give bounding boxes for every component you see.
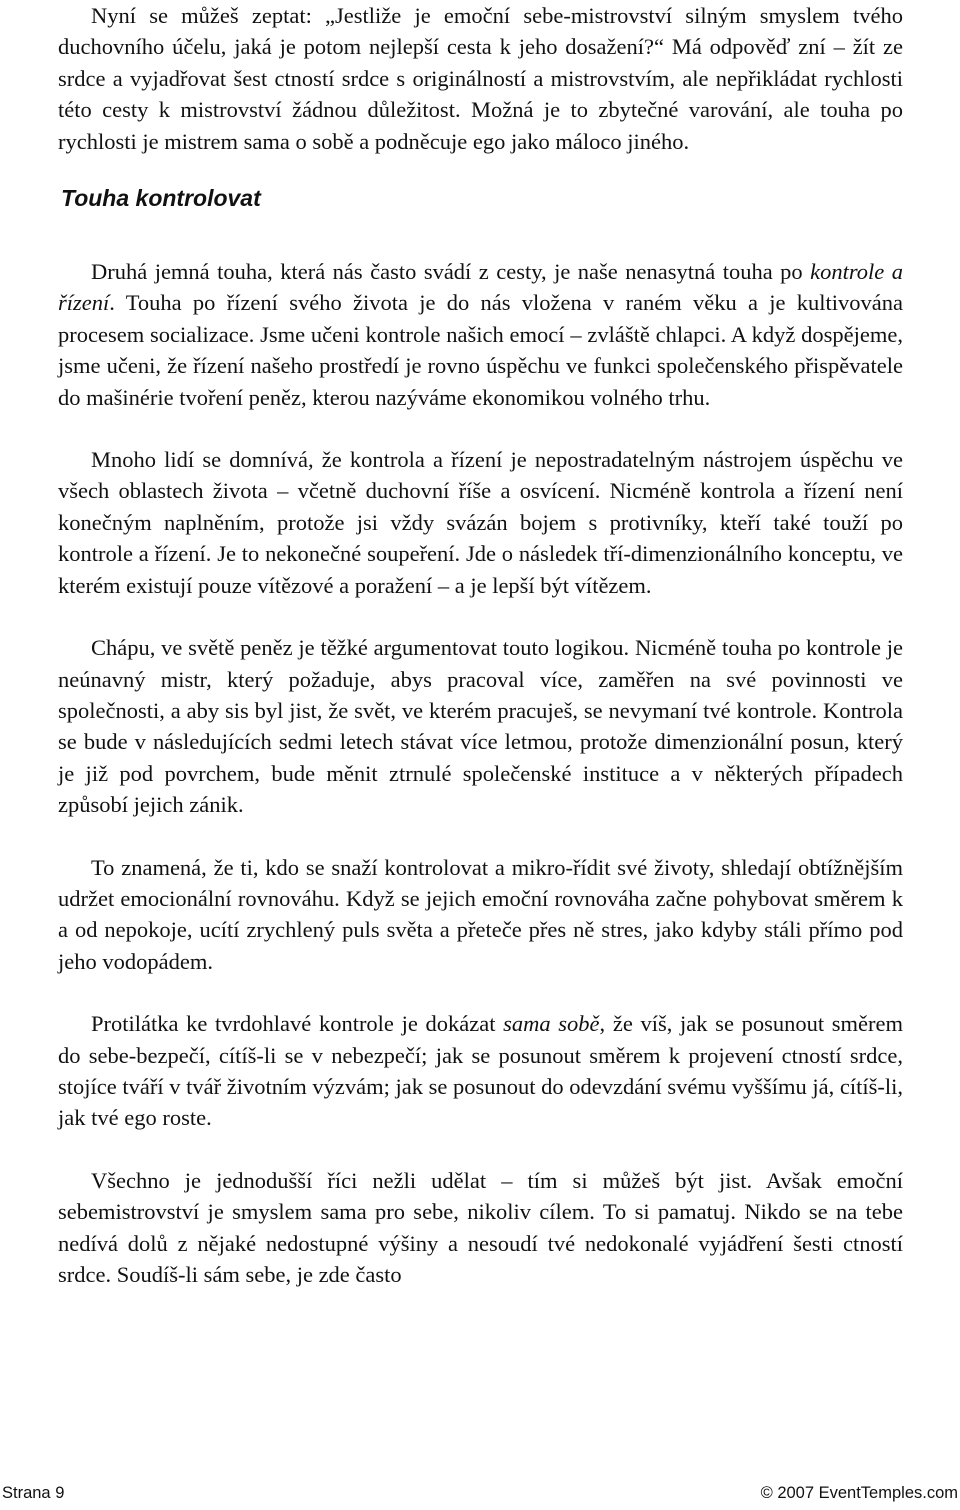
paragraph-7: Všechno je jednodušší říci nežli udělat – tím si můžeš být jist. Avšak emoční sebemistrovství je smyslem sama pro sebe, nikoliv cílem. To si pamatuj. Nikdo se na tebe nedívá dolů z nějaké nedostupné výšiny a nesoudí tvé nedokonalé vyjádření šesti ctností srdce. Soudíš-li sám sebe, je zde často <box>58 1167 903 1287</box>
page-footer <box>0 1484 960 1510</box>
paragraph-6-text-a: Protilátka ke tvrdohlavé kontrole je dokázat <box>91 1011 504 1037</box>
copyright-notice: © 2007 EventTemples.com <box>760 1484 958 1502</box>
paragraph-2-text-a: Druhá jemná touha, která nás často svádí z cesty, je naše nenasytná touha po <box>91 259 811 285</box>
section-heading: Touha kontrolovat <box>61 185 261 212</box>
paragraph-2 <box>58 256 903 413</box>
paragraph-1: Nyní se můžeš zeptat: „Jestliže je emoční sebe-mistrovství silným smyslem tvého duchovního účelu, jaká je potom nejlepší cesta k jeho dosažení?“ Má odpověď zní – žít ze srdce a vyjadřovat šest ctností srdce s originálností a mistrovstvím, ale nepřikládat rychlosti této cesty k mistrovství žádnou důležitost. Možná je to zbytečné varování, ale touha po rychlosti je mistrem sama o sobě a podněcuje ego jako máloco jiného. <box>58 3 903 154</box>
paragraph-3: Mnoho lidí se domnívá, že kontrola a řízení je nepostradatelným nástrojem úspěchu ve všech oblastech života – včetně duchovní říše a osvícení. Nicméně kontrola a řízení není konečným naplněním, protože jsi vždy svázán bojem s protivníky, kteří také touží po kontrole a řízení. Je to nekonečné soupeření. Jde o následek tří-dimenzionálního konceptu, ve kterém existují pouze vítězové a poražení – a je lepší být vítězem. <box>58 447 903 598</box>
paragraph-6-text-b: , že víš, jak se posunout směrem do sebe-bezpečí, cítíš-li se v nebezpečí; jak se posunout směrem k projevení ctností srdce, stojíce tváří v tvář životním výzvám; jak se posunout do odevzdání svému vyššímu já, cítíš-li, jak tvé ego roste. <box>58 1011 903 1131</box>
paragraph-2-emphasis: kontrole a řízení <box>58 259 903 316</box>
page-number: Strana 9 <box>2 1484 65 1502</box>
document-body <box>58 0 903 1290</box>
paragraph-5: To znamená, že ti, kdo se snaží kontrolovat a mikro-řídit své životy, shledají obtížnějším udržet emocionální rovnováhu. Když se jejich emoční rovnováha začne pohybovat směrem k a od nepokoje, ucítí zrychlený puls světa a přeteče přes ně stres, jako kdyby stáli přímo pod jeho vodopádem. <box>58 854 903 974</box>
paragraph-6-emphasis: sama sobě <box>503 1011 600 1037</box>
paragraph-2-text-b: . Touha po řízení svého života je do nás vložena v raném věku a je kultivována procesem socializace. Jsme učeni kontrole našich emocí – zvláště chlapci. A když dospějeme, jsme učeni, že řízení našeho prostředí je rovno úspěchu ve funkci společenského přispěvatele do mašinérie tvoření peněz, kterou nazýváme ekonomikou volného trhu. <box>58 290 903 410</box>
paragraph-4: Chápu, ve světě peněz je těžké argumentovat touto logikou. Nicméně touha po kontrole je neúnavný mistr, který požaduje, abys pracoval více, zaměřen na své povinnosti ve společnosti, a aby sis byl jist, že svět, ve kterém pracuješ, se nevymaní tvé kontrole. Kontrola se bude v následujících sedmi letech stávat více letmou, protože dimenzionální posun, který je již pod povrchem, bude měnit ztrnulé společenské instituce a v některých případech způsobí jejich zánik. <box>58 635 903 818</box>
paragraph-6 <box>58 1008 903 1134</box>
